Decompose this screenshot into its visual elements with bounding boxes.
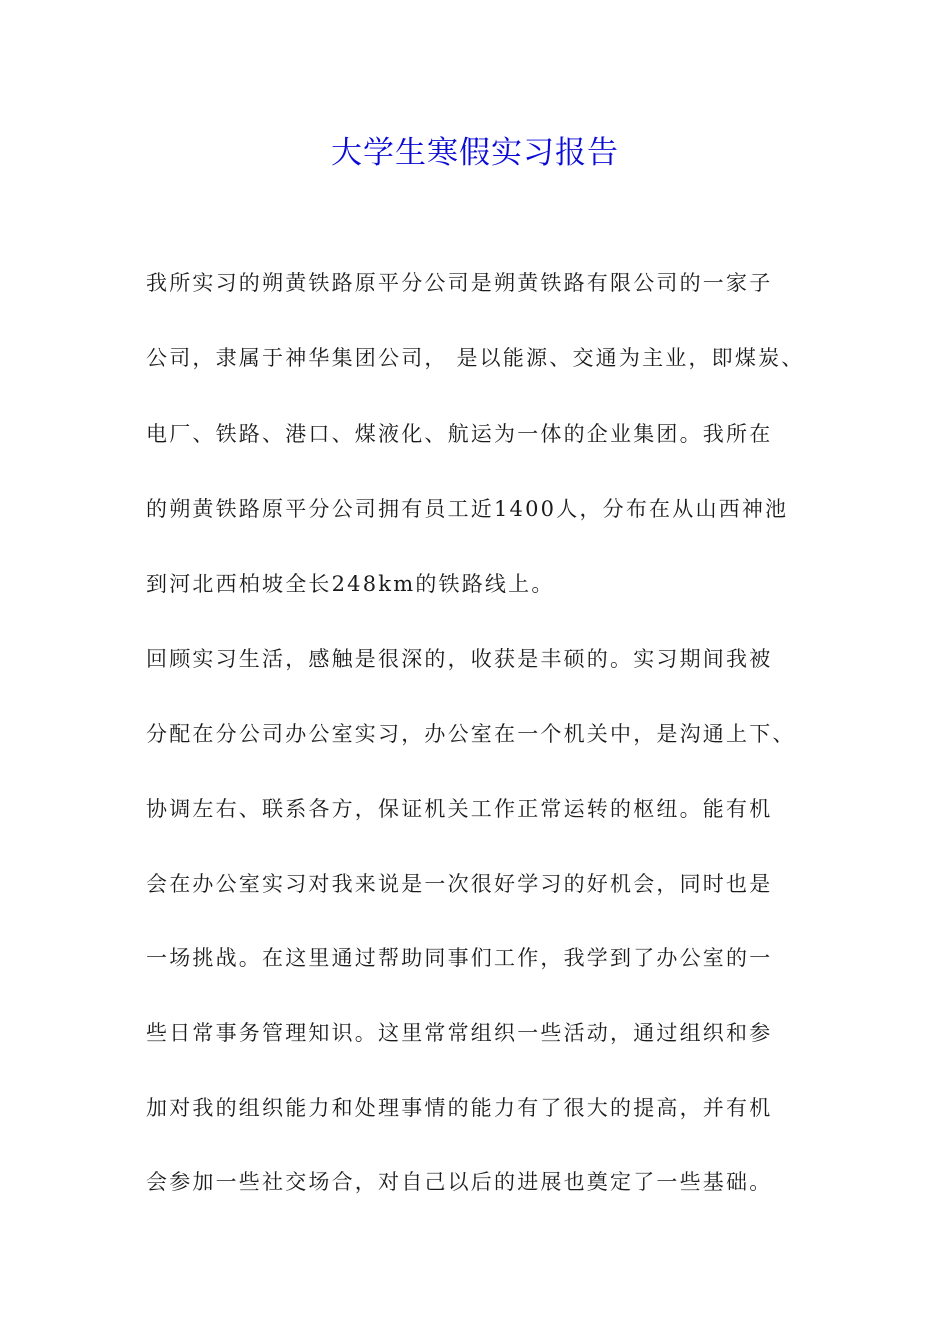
document-title: 大学生寒假实习报告 <box>331 135 619 171</box>
body-line: 一场挑战。在这里通过帮助同事们工作，我学到了办公室的一 <box>146 946 773 970</box>
body-line: 我所实习的朔黄铁路原平分公司是朔黄铁路有限公司的一家子 <box>146 271 773 295</box>
body-line: 电厂、铁路、港口、煤液化、航运为一体的企业集团。我所在 <box>146 422 773 446</box>
body-line: 会参加一些社交场合，对自己以后的进展也奠定了一些基础。 <box>146 1170 773 1194</box>
body-line: 公司，隶属于神华集团公司， 是以能源、交通为主业，即煤炭、 <box>146 346 805 370</box>
body-line: 会在办公室实习对我来说是一次很好学习的好机会，同时也是 <box>146 872 773 896</box>
body-line: 分配在分公司办公室实习，办公室在一个机关中，是沟通上下、 <box>146 722 796 746</box>
body-line: 回顾实习生活，感触是很深的，收获是丰硕的。实习期间我被 <box>146 647 773 671</box>
body-line: 到河北西柏坡全长248km的铁路线上。 <box>146 572 555 596</box>
body-line: 些日常事务管理知识。这里常常组织一些活动，通过组织和参 <box>146 1021 773 1045</box>
body-line: 的朔黄铁路原平分公司拥有员工近1400人，分布在从山西神池 <box>146 497 789 521</box>
body-line: 协调左右、联系各方，保证机关工作正常运转的枢纽。能有机 <box>146 797 773 821</box>
body-line: 加对我的组织能力和处理事情的能力有了很大的提高，并有机 <box>146 1096 773 1120</box>
